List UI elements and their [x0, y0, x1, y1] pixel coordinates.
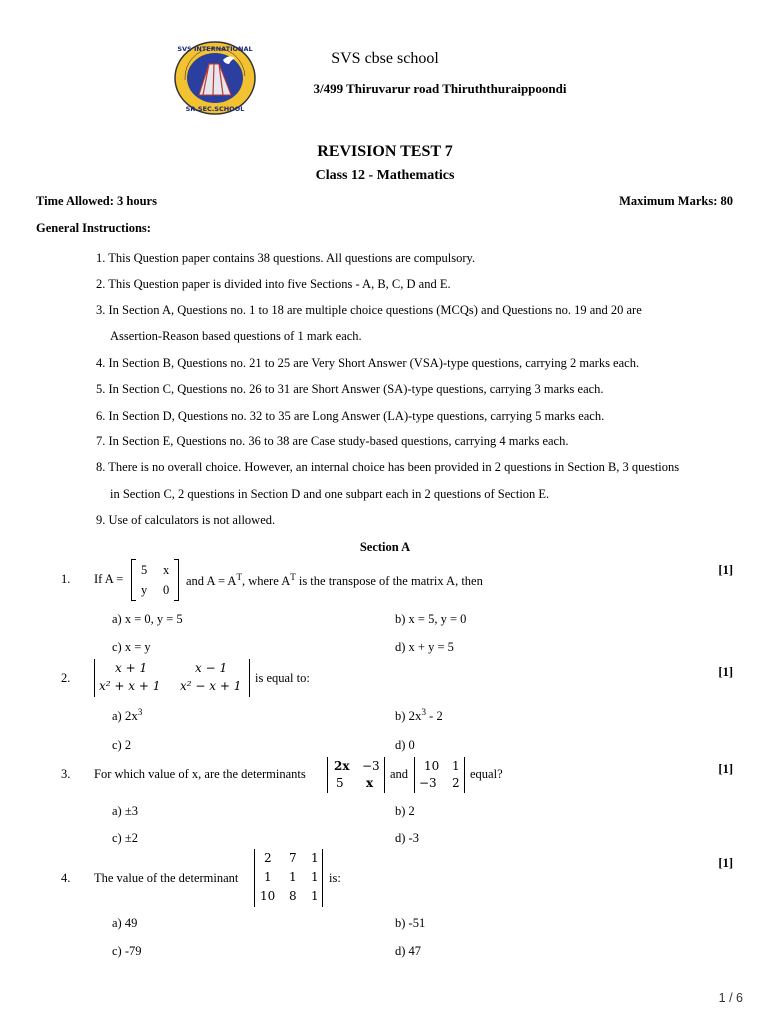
determinant-cell: −3 [419, 776, 437, 790]
determinant-cell: 10 [260, 889, 276, 903]
option-c[interactable]: c) 2 [112, 738, 132, 752]
question-marks: [1] [718, 563, 733, 577]
instruction-item: 2. This Question paper is divided into five Sections - A, B, C, D and E. [96, 277, 451, 291]
option-a[interactable]: a) $2x^3$ [112, 707, 143, 724]
option-c[interactable]: c) ±2 [112, 831, 138, 845]
question-marks: [1] [718, 856, 733, 870]
determinant-cell: 1 [311, 870, 319, 884]
question-text: The value of the determinant [94, 871, 239, 885]
question-text: and $A = A^T$, where $A^T$ is the transpose of the matrix A, then [186, 572, 483, 589]
determinant-cell: 2 [452, 776, 460, 790]
determinant [254, 849, 323, 907]
school-name: SVS cbse school [331, 50, 439, 67]
instruction-item: 6. In Section D, Questions no. 32 to 35 are Long Answer (LA)-type questions, carrying 5 marks each. [96, 409, 605, 423]
option-a[interactable]: a) 49 [112, 916, 138, 930]
instruction-item: 8. There is no overall choice. However, an internal choice has been provided in 2 questions in Section B, 3 questions [96, 460, 680, 474]
matrix-cell: x [163, 563, 170, 577]
instruction-item: 4. In Section B, Questions no. 21 to 25 are Very Short Answer (VSA)-type questions, carrying 2 marks each. [96, 356, 640, 370]
determinant-cell: 2x [334, 759, 350, 773]
general-instructions-heading: General Instructions: [36, 221, 151, 235]
option-c[interactable]: c) -79 [112, 944, 142, 958]
option-d[interactable]: d) 47 [395, 944, 422, 958]
instruction-item-continued: in Section C, 2 questions in Section D and one subpart each in 2 questions of Section E. [110, 487, 550, 501]
determinant-2 [414, 757, 465, 793]
determinant-cell: x² − x + 1 [180, 679, 242, 693]
determinant-cell: x² + x + 1 [99, 679, 161, 693]
matrix-a [131, 559, 179, 601]
question-text: is: [329, 871, 341, 885]
option-b[interactable]: b) 2 [395, 804, 415, 818]
option-b[interactable]: b) -51 [395, 916, 426, 930]
option-a[interactable]: a) x = 0, y = 5 [112, 612, 183, 626]
determinant-cell: x [366, 776, 374, 790]
svg-text:SR.SEC.SCHOOL: SR.SEC.SCHOOL [185, 105, 245, 113]
determinant-cell: 5 [336, 776, 344, 790]
question-text: is equal to: [255, 671, 310, 685]
page-number: 1 / 6 [718, 991, 743, 1005]
option-a[interactable]: a) ±3 [112, 804, 138, 818]
instruction-item-continued: Assertion-Reason based questions of 1 mark each. [110, 329, 362, 343]
instruction-item: 1. This Question paper contains 38 questions. All questions are compulsory. [96, 251, 476, 265]
instruction-item: 5. In Section C, Questions no. 26 to 31 are Short Answer (SA)-type questions, carrying 3 marks each. [96, 382, 604, 396]
option-b[interactable]: b) $2x^3 - 2$ [395, 707, 443, 724]
option-d[interactable]: d) -3 [395, 831, 419, 845]
question-marks: [1] [718, 665, 733, 679]
class-subject: Class 12 - Mathematics [315, 168, 455, 183]
question-text: and [390, 767, 409, 781]
section-a-title: Section A [359, 540, 411, 554]
determinant [94, 659, 250, 697]
matrix-cell: 5 [141, 563, 148, 577]
question-text: If A = [94, 572, 124, 586]
option-b[interactable]: b) x = 5, y = 0 [395, 612, 467, 626]
determinant-cell: 2 [264, 851, 272, 865]
instruction-item: 3. In Section A, Questions no. 1 to 18 are multiple choice questions (MCQs) and Questions no. 19 and 20 are [96, 303, 642, 317]
determinant-1 [327, 757, 385, 793]
question-text: equal? [470, 767, 503, 781]
determinant-cell: 7 [289, 851, 297, 865]
determinant-cell: 8 [289, 889, 297, 903]
instruction-item: 9. Use of calculators is not allowed. [96, 513, 276, 527]
option-d[interactable]: d) 0 [395, 738, 415, 752]
test-title: REVISION TEST 7 [317, 143, 453, 160]
determinant-cell: x − 1 [195, 661, 228, 675]
school-logo [173, 40, 257, 116]
determinant-cell: 1 [289, 870, 297, 884]
determinant-cell: 1 [311, 889, 319, 903]
time-allowed: Time Allowed: 3 hours [36, 194, 157, 208]
school-address: 3/499 Thiruvarur road Thiruththuraippoondi [313, 81, 567, 96]
determinant-cell: 10 [424, 759, 440, 773]
determinant-cell: x + 1 [115, 661, 148, 675]
question-number: 2. [61, 671, 71, 685]
determinant-cell: −3 [362, 759, 380, 773]
question-number: 4. [61, 871, 71, 885]
question-text: For which value of x, are the determinants [94, 767, 306, 781]
question-number: 1. [61, 572, 71, 586]
determinant-cell: 1 [264, 870, 272, 884]
option-d[interactable]: d) x + y = 5 [395, 640, 454, 654]
matrix-cell: y [141, 583, 148, 597]
instruction-item: 7. In Section E, Questions no. 36 to 38 are Case study-based questions, carrying 4 marks each. [96, 434, 569, 448]
determinant-cell: 1 [452, 759, 460, 773]
question-number: 3. [61, 767, 71, 781]
determinant-cell: 1 [311, 851, 319, 865]
question-marks: [1] [718, 762, 733, 776]
option-c[interactable]: c) x = y [112, 640, 151, 654]
svg-text:SVS INTERNATIONAL: SVS INTERNATIONAL [177, 45, 253, 53]
maximum-marks: Maximum Marks: 80 [619, 194, 733, 208]
matrix-cell: 0 [163, 583, 170, 597]
